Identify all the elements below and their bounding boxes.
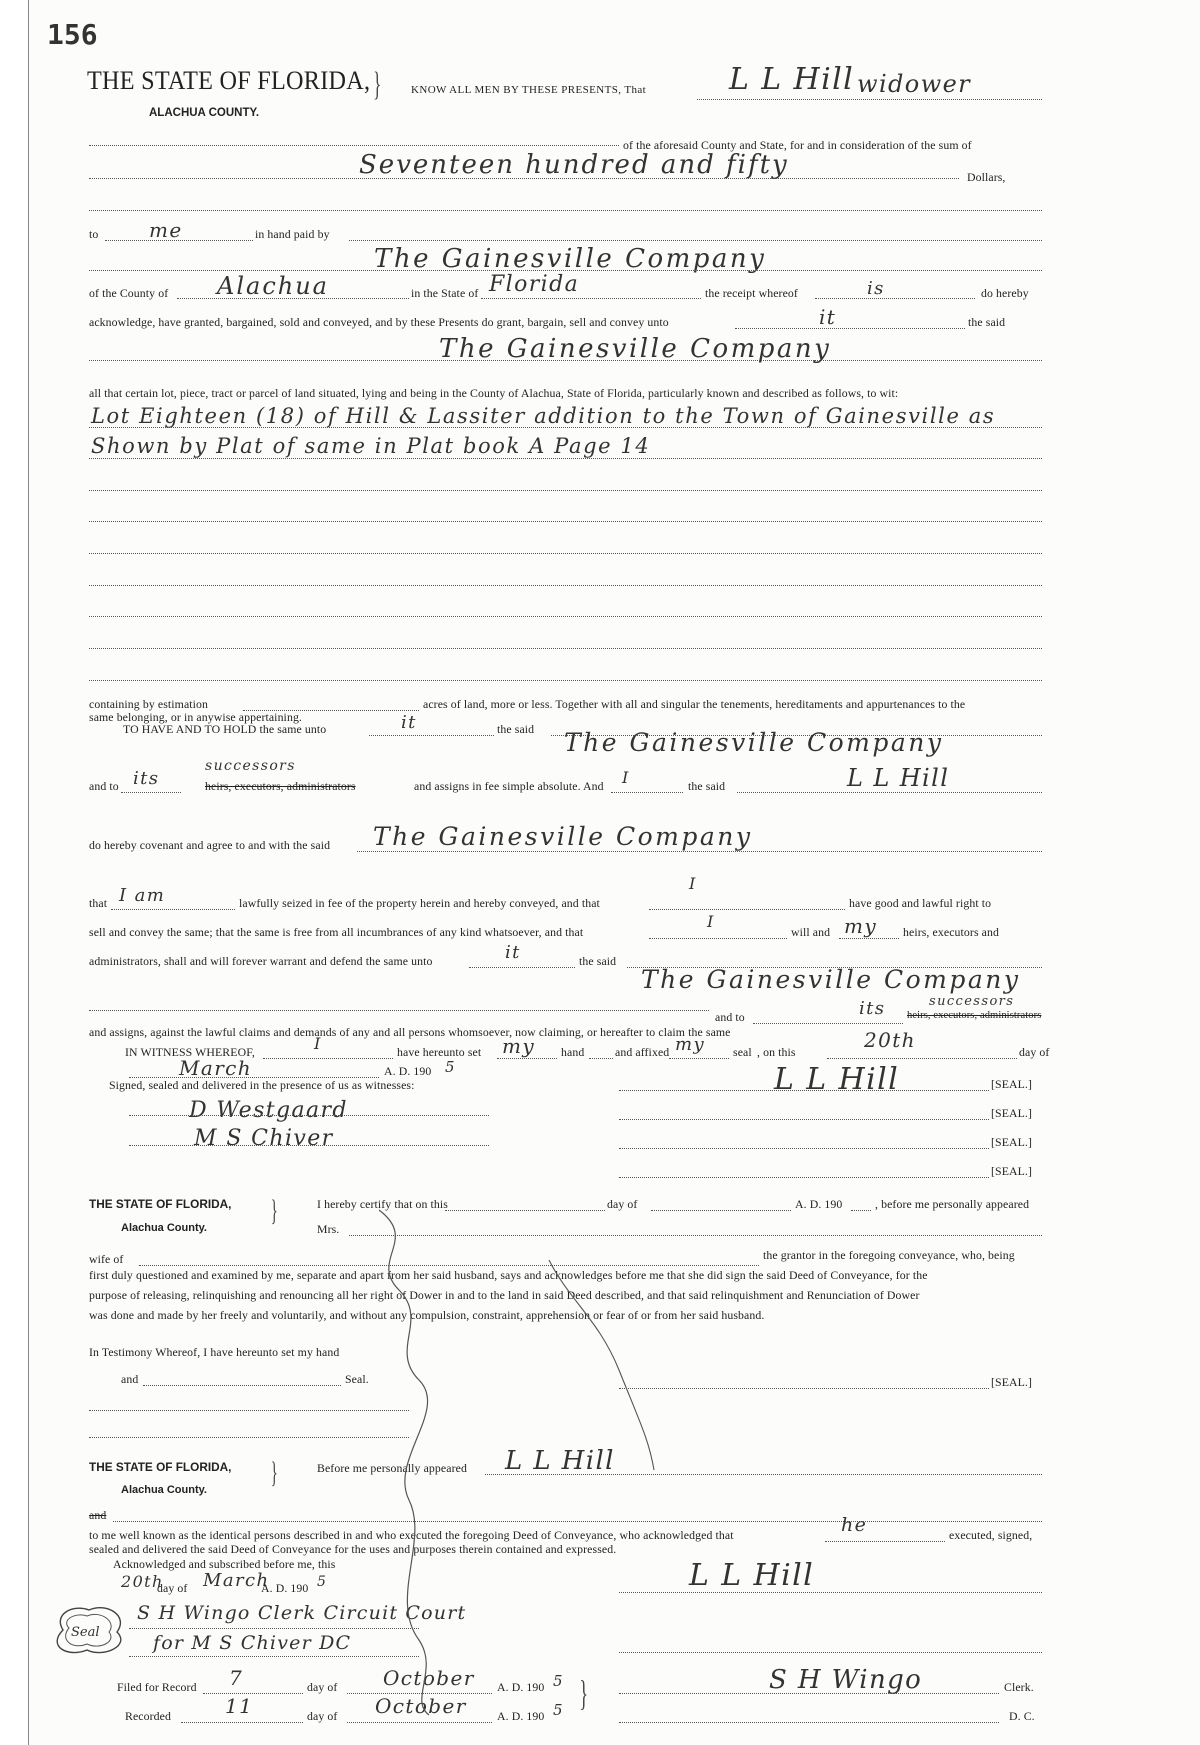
dots [347,1722,492,1723]
day-of-label: day of [307,1709,338,1723]
dots [851,1210,871,1211]
wife-of-label: wife of [89,1252,124,1266]
grantor-signature: L L Hill [774,1062,900,1097]
svg-text:Seal: Seal [71,1625,100,1640]
seal-label: seal [733,1045,752,1059]
description-line-2: Shown by Plat of same in Plat book A Page 14 [91,434,651,458]
to-have-text: TO HAVE AND TO HOLD the same unto [123,722,327,736]
dots [89,490,1042,491]
dots [825,1541,945,1542]
dower-line-2: first duly questioned and examined by me, separate and apart from her said husband, says and acknowledges before me that she did sign the said Deed of Conveyance, for the [89,1268,928,1282]
grantee-name: The Gainesville Company [641,965,1021,994]
ack-state: THE STATE OF FLORIDA, [89,1460,232,1474]
dots [89,1010,709,1011]
month-handwritten: March [179,1056,253,1080]
dots [619,1652,1042,1653]
receipt-is: is [867,278,885,299]
successors: successors [205,758,296,774]
seal-label: Seal. [345,1372,369,1386]
on-this-label: , on this [757,1045,796,1059]
recorded-day: 11 [225,1694,254,1718]
filed-label: Filed for Record [117,1680,197,1694]
page-number: 156 [47,18,98,51]
seized-text: lawfully seized in fee of the property herein and hereby conveyed, and that [239,896,600,910]
dots [619,1388,989,1389]
dots [589,1058,613,1059]
know-all-men: KNOW ALL MEN BY THESE PRESENTS, That [411,84,647,96]
day-of-label: day of [607,1197,638,1211]
ack-day: 20th [121,1572,164,1591]
county-title: ALACHUA COUNTY. [149,107,260,119]
dc-label: D. C. [1009,1709,1035,1723]
acknowledge-text: acknowledge, have granted, bargained, sold and conveyed, and by these Presents do grant, bargain, sell and convey unto [89,315,669,329]
year-digit: 5 [445,1058,456,1076]
dots [263,1058,393,1059]
clerk-label: Clerk. [1004,1680,1034,1694]
dots [649,938,787,939]
ad-label: A. D. 190 [384,1064,432,1078]
dots [737,792,1042,793]
dots [89,458,1042,459]
dower-state: THE STATE OF FLORIDA, [89,1197,232,1211]
hand-label: hand [561,1045,585,1059]
ad-label: A. D. 190 [497,1709,545,1723]
ack-he: he [841,1514,868,1536]
filed-month: October [383,1666,475,1690]
certify-text: I hereby certify that on this [317,1197,448,1211]
ack-county: Alachua County. [121,1484,207,1496]
dots [89,616,1042,617]
and-to-label: and to [715,1010,745,1024]
dots [619,1090,989,1091]
deputy-clerk: for M S Chiver DC [153,1632,352,1654]
dots [619,1119,989,1120]
filed-day: 7 [229,1666,244,1690]
heirs-struck: heirs, executors, administrators [205,779,356,793]
i-letter: I [707,912,715,931]
dots [121,792,181,793]
ack-month: March [203,1570,270,1591]
subscribed-text: Acknowledged and subscribed before me, this [113,1557,336,1571]
dots [89,360,1042,361]
convey-unto: it [819,305,837,329]
dots [497,1058,557,1059]
ack-signature: L L Hill [689,1558,815,1593]
ack-line-1: to me well known as the identical persons described in and who executed the foregoing Deed of Conveyance, who acknowledged that [89,1528,734,1542]
ack-brace: } [270,1456,278,1489]
dots [89,648,1042,649]
recorded-year: 5 [553,1701,564,1719]
dots [651,1210,791,1211]
seal-bracket: [SEAL.] [991,1375,1032,1389]
dots [619,1693,999,1694]
cancellation-scrawl [349,1200,669,1720]
containing-text: containing by estimation [89,697,209,711]
dots [89,145,619,146]
day-of-label: day of [307,1680,338,1694]
good-right-text: have good and lawful right to [849,896,992,910]
dots [181,1722,303,1723]
in-state-label: in the State of [411,286,479,300]
unto-it: it [505,942,521,963]
its: its [133,768,160,789]
dollars-label: Dollars, [967,170,1006,184]
mrs-label: Mrs. [317,1222,340,1236]
dots [839,938,899,939]
appeared-signature: L L Hill [505,1446,615,1476]
dower-line-3: purpose of releasing, relinquishing and renouncing all her right of Dower in and to the land in said Deed described, and that said relinquishment and Renunciation of Dower [89,1288,920,1302]
its: its [859,998,886,1019]
deed-page [28,0,1200,1745]
dots [815,298,975,299]
witness-2: M S Chiver [194,1126,334,1151]
and-label: and [121,1372,139,1386]
grantor-status: widower [857,70,972,98]
dots [111,909,235,910]
ack-line-2: sealed and delivered the said Deed of Conveyance for the uses and purposes therein contained and expressed. [89,1542,617,1556]
aforesaid-text: of the aforesaid County and State, for and in consideration of the sum of [623,138,972,152]
dots [105,240,253,241]
dots [357,851,1042,852]
my: my [502,1034,536,1058]
clerk-signature: S H Wingo [769,1665,923,1695]
that-label: that [89,896,108,910]
seal-bracket: [SEAL.] [991,1135,1032,1149]
filed-year: 5 [553,1672,564,1690]
recorded-month: October [375,1694,467,1718]
dots [753,1023,903,1024]
executed-label: executed, signed, [949,1528,1033,1542]
dower-line-4: was done and made by her freely and voluntarily, and without any compulsion, constraint, apprehension or fear of or from her said husband. [89,1308,765,1322]
heirs-exec-text: heirs, executors and [903,925,1000,939]
the-said-label: the said [579,954,617,968]
to-label: to [89,227,99,241]
dots [619,1592,1042,1593]
witness-1: D Westgaard [189,1098,348,1123]
appeared-text: , before me personally appeared [875,1197,1030,1211]
dots [619,1722,999,1723]
seal-bracket: [SEAL.] [991,1106,1032,1120]
dots [89,178,959,179]
ad-label: A. D. 190 [795,1197,843,1211]
i-letter: I [622,768,630,787]
my: my [844,914,878,938]
grantee-name: The Gainesville Company [439,334,832,364]
grantor-name: L L Hill [729,62,855,97]
ad-label: A. D. 190 [497,1680,545,1694]
ad-label: A. D. 190 [261,1581,309,1595]
same-belonging-text: same belonging, or in anywise appertaining. [89,710,302,724]
in-hand-label: in hand paid by [255,227,330,241]
dots [369,735,494,736]
have-hereunto-label: have hereunto set [397,1045,482,1059]
the-said-label: the said [497,722,535,736]
and-assigns-text: and assigns, against the lawful claims and demands of any and all persons whomsoever, now claiming, or hereafter to claim the same [89,1025,731,1039]
assigns-fee-text: and assigns in fee simple absolute. And [414,779,604,793]
my: my [675,1034,706,1055]
dots [619,1177,989,1178]
header-brace: } [373,66,382,103]
witness-label: IN WITNESS WHEREOF, [125,1045,255,1059]
dots [827,1058,1017,1059]
dower-brace: } [270,1194,278,1227]
i-am: I am [119,885,166,906]
sell-convey-text: sell and convey the same; that the same is free from all incumbrances of any kind whatsoever, and that [89,925,584,939]
clerk-officer: S H Wingo Clerk Circuit Court [137,1602,467,1624]
of-county-label: of the County of [89,286,169,300]
paid-by: The Gainesville Company [374,244,767,274]
description-line-1: Lot Eighteen (18) of Hill & Lassiter addition to the Town of Gainesville as [91,404,996,428]
dots [89,680,1042,681]
dots [89,270,1042,271]
dots [89,210,1042,211]
grantee-name: The Gainesville Company [373,822,753,851]
will-and-label: will and [791,925,831,939]
the-said-label: the said [688,779,726,793]
official-seal-mark [45,1600,135,1660]
covenant-text: do hereby covenant and agree to and with the said [89,838,331,852]
acres-text: acres of land, more or less. Together with all and singular the tenements, hereditaments and appurtenances to the [423,697,966,711]
heirs-struck: heirs, executors, administrators [907,1010,1042,1021]
testimony-text: In Testimony Whereof, I have hereunto set my hand [89,1345,340,1359]
day-of-label: day of [157,1581,188,1595]
dots [735,328,965,329]
dower-county: Alachua County. [121,1222,207,1234]
signed-text: Signed, sealed and delivered in the presence of us as witnesses: [109,1078,415,1092]
dots [349,240,1042,241]
dots [177,298,409,299]
and-to-label: and to [89,779,119,793]
dots [129,1145,489,1146]
record-brace: } [579,1673,588,1713]
recorded-label: Recorded [125,1709,172,1723]
the-said-label: the said [968,315,1006,329]
i-letter: I [689,874,697,893]
dots [89,553,1042,554]
dots [481,298,701,299]
day-number: 20th [864,1028,916,1052]
paid-to: me [149,218,183,242]
dots [669,1058,729,1059]
seal-bracket: [SEAL.] [991,1077,1032,1091]
sum-handwritten: Seventeen hundred and fifty [359,150,789,180]
dots [611,792,683,793]
to-have-it: it [401,712,417,733]
dots [697,99,1042,100]
successors: successors [929,994,1015,1009]
dots [89,585,1042,586]
state-title: THE STATE OF FLORIDA, [87,66,371,95]
before-me-text: Before me personally appeared [317,1461,467,1475]
dots [89,427,1042,428]
i-letter: I [314,1034,322,1053]
and-struck: and [89,1508,107,1522]
state-handwritten: Florida [489,272,580,297]
dots [129,1115,489,1116]
dots [619,1148,989,1149]
seal-bracket: [SEAL.] [991,1164,1032,1178]
dots [143,1385,341,1386]
ack-year: 5 [317,1574,328,1590]
dots [649,909,845,910]
do-hereby-label: do hereby [981,286,1029,300]
receipt-label: the receipt whereof [705,286,798,300]
day-of-label: day of [1019,1045,1050,1059]
grantor-signature-inline: L L Hill [847,764,950,792]
administrators-text: administrators, shall and will forever warrant and defend the same unto [89,954,433,968]
dots [469,967,575,968]
grantee-name: The Gainesville Company [564,728,944,757]
grantor-text: the grantor in the foregoing conveyance, who, being [763,1248,1015,1262]
affixed-label: and affixed [615,1045,670,1059]
all-that-text: all that certain lot, piece, tract or parcel of land situated, lying and being in the County of Alachua, State of Florida, particularly known and described as follows, to wit: [89,386,899,400]
dots [89,521,1042,522]
county-handwritten: Alachua [217,272,329,300]
